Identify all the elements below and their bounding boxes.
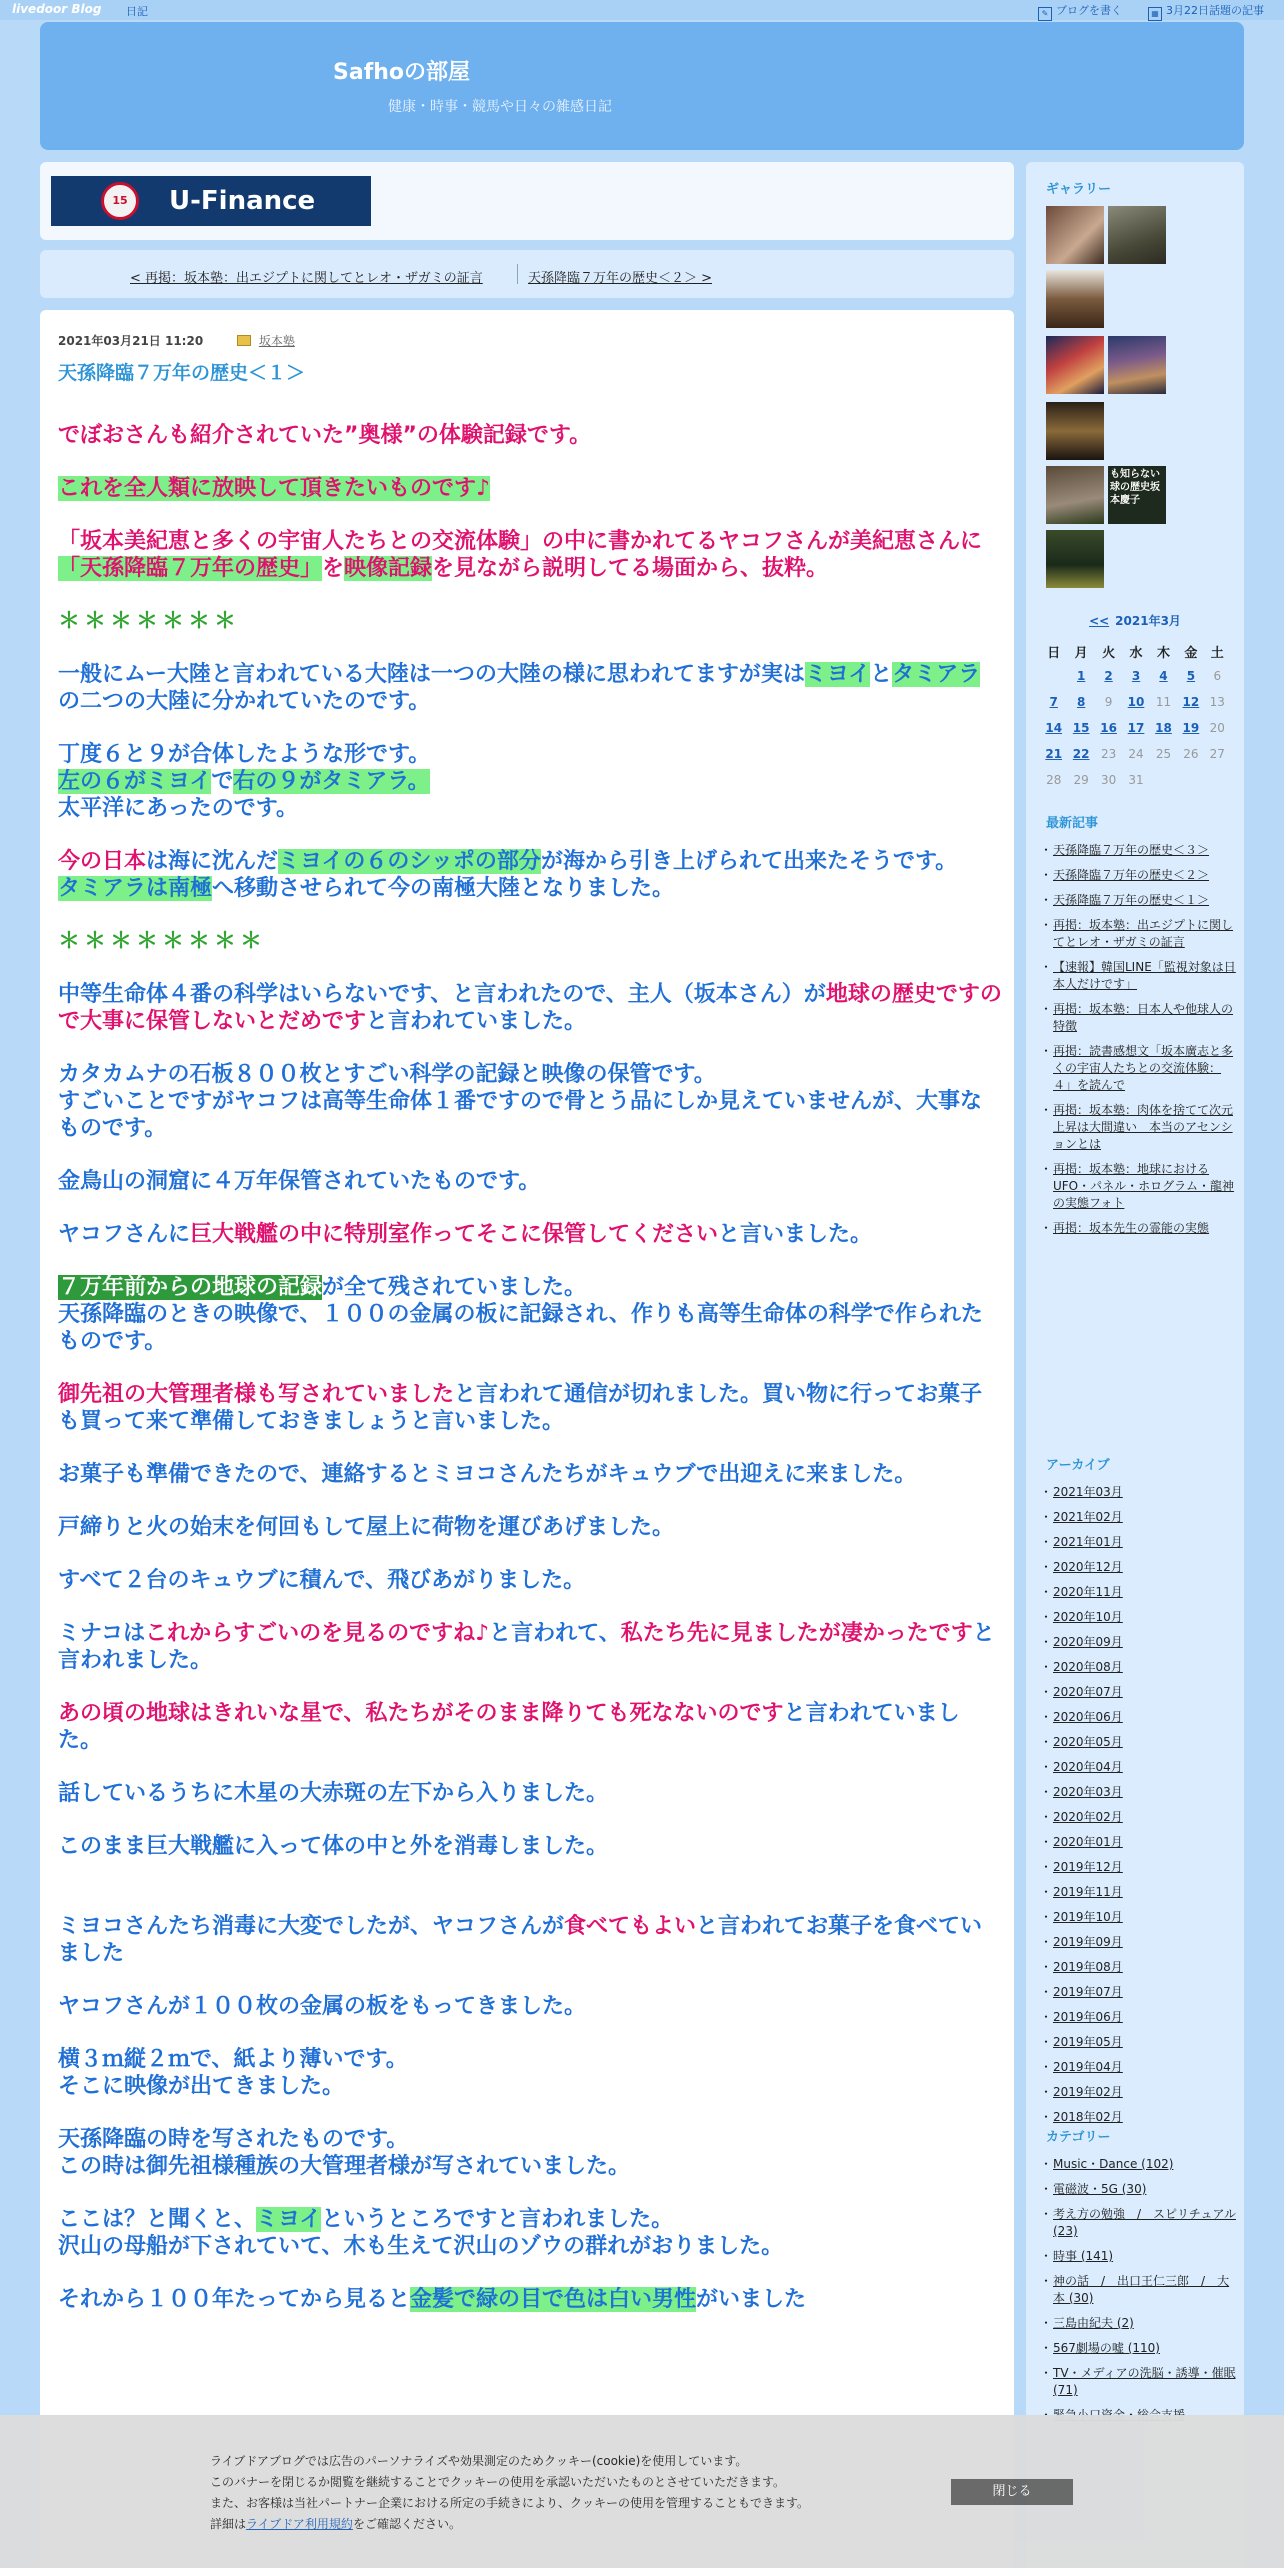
- calendar-day[interactable]: 8: [1076, 695, 1086, 709]
- calendar-day[interactable]: 22: [1072, 747, 1090, 761]
- topic-articles-link[interactable]: ▦ 3月22日話題の記事: [1148, 2, 1264, 21]
- category-link[interactable]: ・ 時事 (141): [1040, 2248, 1236, 2265]
- archive-list: [1040, 1484, 1236, 2134]
- recent-posts-list: [1040, 842, 1236, 1245]
- calendar-weekday: 日: [1047, 645, 1061, 661]
- calendar-weekday: 水: [1129, 645, 1143, 661]
- paragraph: カタカムナの石板８００枚とすごい科学の記録と映像の保管です。 すごいことですがヤコフは高等生命体１番ですので骨とう品にしか見えていませんが、大事なものです。: [58, 1062, 983, 1141]
- paragraph: ヤコフさんに巨大戦艦の中に特別室作ってそこに保管してくださいと言いました。: [58, 1222, 873, 1247]
- gallery-heading: ギャラリー: [1046, 182, 1112, 197]
- archive-link[interactable]: ・ 2020年07月: [1040, 1684, 1236, 1701]
- calendar-day[interactable]: 1: [1076, 669, 1086, 683]
- archive-heading: アーカイブ: [1046, 1458, 1110, 1473]
- archive-link[interactable]: ・ 2020年09月: [1040, 1634, 1236, 1651]
- gallery-thumbnail[interactable]: [1046, 270, 1104, 328]
- blog-title[interactable]: Safhoの部屋: [333, 60, 471, 85]
- calendar-weekday: 木: [1156, 645, 1170, 661]
- calendar-day[interactable]: 12: [1182, 695, 1200, 709]
- paragraph: それから１００年たってから見ると金髪で緑の目で色は白い男性がいました: [58, 2287, 807, 2312]
- archive-link[interactable]: ・ 2019年04月: [1040, 2059, 1236, 2076]
- calendar-day[interactable]: 16: [1100, 721, 1117, 735]
- calendar-day: 30: [1100, 773, 1117, 787]
- paragraph: でぼおさんも紹介されていた”奥様”の体験記録です。: [58, 423, 592, 448]
- archive-link[interactable]: ・ 2020年05月: [1040, 1734, 1236, 1751]
- paragraph: 天孫降臨の時を写されたものです。 この時は御先祖様種族の大管理者様が写されていました。: [58, 2127, 631, 2179]
- next-article-link[interactable]: 天孫降臨７万年の歴史＜２＞ >: [528, 271, 713, 286]
- calendar-day[interactable]: 21: [1045, 747, 1063, 761]
- gallery-thumbnail[interactable]: [1046, 530, 1104, 588]
- calendar-day: [1205, 767, 1230, 793]
- calendar-day: [1150, 767, 1177, 793]
- ad-banner-area: [40, 162, 1014, 240]
- top-bar: [0, 0, 1284, 20]
- calendar-day: 28: [1046, 773, 1062, 787]
- archive-link[interactable]: ・ 2020年10月: [1040, 1609, 1236, 1626]
- recent-post-link[interactable]: ・ 再掲：坂本先生の霊能の実態: [1040, 1220, 1236, 1237]
- calendar-day: 31: [1128, 773, 1144, 787]
- calendar: [1040, 612, 1230, 793]
- calendar-day: [1177, 767, 1204, 793]
- archive-link[interactable]: ・ 2020年02月: [1040, 1809, 1236, 1826]
- paragraph: 今の日本は海に沈んだミヨイの６のシッポの部分が海から引き上げられて出来たそうです。 タミアラは南極へ移動させられて今の南極大陸となりました。: [58, 849, 958, 901]
- archive-link[interactable]: ・ 2019年11月: [1040, 1884, 1236, 1901]
- paragraph: あの頃の地球はきれいな星で、私たちがそのまま降りても死なないのですと言われていました。: [58, 1701, 960, 1753]
- calendar-day[interactable]: 19: [1182, 721, 1200, 735]
- paragraph: ７万年前からの地球の記録が全て残されていました。 天孫降臨のときの映像で、１００の金属の板に記録され、作りも高等生命体の科学で作られたものです。: [58, 1275, 983, 1354]
- calendar-day: 13: [1209, 695, 1225, 709]
- article: [40, 310, 1014, 2568]
- paragraph: すべて２台のキュウブに積んで、飛びあがりました。: [58, 1568, 586, 1593]
- calendar-day: 23: [1100, 747, 1117, 761]
- calendar-day[interactable]: 7: [1049, 695, 1058, 709]
- paragraph: 横３ｍ縦２ｍで、紙より薄いです。 そこに映像が出てきました。: [58, 2047, 408, 2099]
- category-link[interactable]: ・ Music・Dance (102): [1040, 2156, 1236, 2173]
- calendar-grid: [1040, 639, 1230, 793]
- recent-post-link[interactable]: ・ 再掲：読書感想文「坂本廣志と多くの宇宙人たちとの交流体験：４」を読んで: [1040, 1043, 1236, 1094]
- category-link[interactable]: ・ 三島由紀夫 (2): [1040, 2315, 1236, 2332]
- write-blog-link[interactable]: ✎ ブログを書く: [1038, 2, 1122, 21]
- category-heading: カテゴリー: [1046, 2130, 1111, 2145]
- calendar-day[interactable]: 2: [1104, 669, 1113, 683]
- article-title[interactable]: 天孫降臨７万年の歴史＜１＞: [58, 362, 306, 384]
- archive-link[interactable]: ・ 2019年07月: [1040, 1984, 1236, 2001]
- archive-link[interactable]: ・ 2021年02月: [1040, 1509, 1236, 1526]
- calendar-day[interactable]: 17: [1127, 721, 1145, 735]
- recent-post-link[interactable]: ・ 天孫降臨７万年の歴史＜２＞: [1040, 867, 1236, 884]
- calendar-day: 11: [1155, 695, 1172, 709]
- paragraph: お菓子も準備できたので、連絡するとミヨコさんたちがキュウブで出迎えに来ました。: [58, 1462, 917, 1487]
- calendar-weekday: 火: [1102, 645, 1116, 661]
- calendar-day: 24: [1128, 747, 1144, 761]
- article-category-link[interactable]: 坂本塾: [258, 334, 295, 348]
- paragraph: 一般にムー大陸と言われている大陸は一つの大陸の様に思われてますが実はミヨイとタミアラの二つの大陸に分かれていたのです。: [58, 662, 981, 714]
- archive-link[interactable]: ・ 2019年10月: [1040, 1909, 1236, 1926]
- paragraph: 丁度６と９が合体したような形です。 左の６がミヨイで右の９がタミアラ。 太平洋にあったのです。: [58, 742, 431, 821]
- cookie-consent-banner: [0, 2415, 1284, 2568]
- calendar-day: 27: [1209, 747, 1225, 761]
- article-pager: [40, 250, 1014, 298]
- prev-article-link[interactable]: < 再掲：坂本塾：出エジプトに関してとレオ・ザガミの証言: [130, 271, 483, 286]
- calendar-day: 20: [1209, 721, 1225, 735]
- u-finance-banner[interactable]: [51, 176, 371, 226]
- archive-link[interactable]: ・ 2019年02月: [1040, 2084, 1236, 2101]
- category-link[interactable]: ・ 神の話 / 出口王仁三郎 / 大本 (30): [1040, 2273, 1236, 2307]
- category-link[interactable]: ・ TV・メディアの洗脳・誘導・催眠 (71): [1040, 2365, 1236, 2399]
- paragraph: これを全人類に放映して頂きたいものです♪: [58, 476, 491, 501]
- calendar-prev-link[interactable]: <<: [1089, 614, 1110, 628]
- calendar-day[interactable]: 5: [1186, 669, 1196, 683]
- archive-link[interactable]: ・ 2019年09月: [1040, 1934, 1236, 1951]
- banner-name: U-Finance: [169, 186, 316, 216]
- paragraph: このまま巨大戦艦に入って体の中と外を消毒しました。: [58, 1834, 609, 1859]
- anniversary-badge: 15: [101, 182, 139, 220]
- folder-icon: [237, 335, 251, 346]
- archive-link[interactable]: ・ 2020年06月: [1040, 1709, 1236, 1726]
- recent-post-link[interactable]: ・ 天孫降臨７万年の歴史＜１＞: [1040, 892, 1236, 909]
- calendar-icon: ▦: [1148, 7, 1162, 21]
- gallery-thumbnail[interactable]: [1046, 466, 1104, 524]
- calendar-day: [1040, 663, 1067, 689]
- divider-stars: ＊＊＊＊＊＊＊＊: [58, 929, 267, 954]
- archive-link[interactable]: ・ 2020年01月: [1040, 1834, 1236, 1851]
- paragraph: ここは？と聞くと、ミヨイというところですと言われました。 沢山の母船が下されていて、木も生えて沢山のゾウの群れがおりました。: [58, 2207, 784, 2259]
- paragraph: 中等生命体４番の科学はいらないです、と言われたので、主人（坂本さん）が地球の歴史ですので大事に保管しないとだめですと言われていました。: [58, 982, 1002, 1034]
- paragraph: ヤコフさんが１００枚の金属の板をもってきました。: [58, 1994, 587, 2019]
- livedoor-blog-logo[interactable]: livedoor Blog: [12, 2, 102, 16]
- pager-divider: [517, 264, 518, 284]
- paragraph: ミヨコさんたち消毒に大変でしたが、ヤコフさんが食べてもよいと言われてお菓子を食べていました: [58, 1914, 983, 1966]
- paragraph: 話しているうちに木星の大赤斑の左下から入りました。: [58, 1781, 609, 1806]
- calendar-day[interactable]: 14: [1045, 721, 1063, 735]
- diary-link[interactable]: 日記: [126, 5, 148, 18]
- category-link[interactable]: ・ 電磁波・5G (30): [1040, 2181, 1236, 2198]
- blog-subtitle: 健康・時事・競馬や日々の雑感日記: [388, 99, 612, 115]
- category-link[interactable]: ・ 考え方の勉強 / スピリチュアル (23): [1040, 2206, 1236, 2240]
- calendar-day[interactable]: 10: [1127, 695, 1145, 709]
- cookie-text: ライブドアブログでは広告のパーソナライズや効果測定のためクッキー(cookie)を使用しています。 このバナーを閉じるか閲覧を継続することでクッキーの使用を承認いただいたものとさせていただきます。 また、お客様は当社パートナー企業における所定の手続きにより、クッキーの使用を管理することもできます。 詳細はライブドア利用規約をご確認ください。: [210, 2454, 810, 2531]
- recent-post-link[interactable]: ・ 【速報】韓国LINE「監視対象は日本人だけです」: [1040, 959, 1236, 993]
- gallery-thumbnail[interactable]: も知らない球の歴史坂本慶子: [1108, 466, 1166, 524]
- close-button[interactable]: 閉じる: [951, 2479, 1073, 2505]
- gallery-thumbnail[interactable]: [1046, 206, 1104, 264]
- archive-link[interactable]: ・ 2018年02月: [1040, 2109, 1236, 2126]
- category-list: [1040, 2156, 1236, 2432]
- archive-link[interactable]: ・ 2021年03月: [1040, 1484, 1236, 1501]
- article-body: [58, 422, 1002, 2339]
- blog-header: [40, 22, 1244, 150]
- calendar-day[interactable]: 15: [1072, 721, 1090, 735]
- recent-post-link[interactable]: ・ 天孫降臨７万年の歴史＜３＞: [1040, 842, 1236, 859]
- divider-stars: ＊＊＊＊＊＊＊: [58, 609, 241, 634]
- calendar-weekday: 金: [1184, 645, 1198, 661]
- archive-link[interactable]: ・ 2019年08月: [1040, 1959, 1236, 1976]
- pencil-icon: ✎: [1038, 7, 1052, 21]
- calendar-weekday: 土: [1210, 645, 1224, 661]
- article-meta: [58, 332, 295, 349]
- calendar-day[interactable]: 3: [1131, 669, 1141, 683]
- calendar-day[interactable]: 4: [1159, 669, 1168, 683]
- category-link[interactable]: ・ 567劇場の嘘 (110): [1040, 2340, 1236, 2357]
- paragraph: ミナコはこれからすごいのを見るのですね♪と言われて、私たち先に見ましたが凄かったですと言われました。: [58, 1621, 995, 1673]
- recent-post-link[interactable]: ・ 再掲：坂本塾：出エジプトに関してとレオ・ザガミの証言: [1040, 917, 1236, 951]
- archive-link[interactable]: ・ 2020年11月: [1040, 1584, 1236, 1601]
- calendar-day: 6: [1213, 669, 1222, 683]
- gallery-thumbnail[interactable]: [1108, 206, 1166, 264]
- paragraph: 御先祖の大管理者様も写されていましたと言われて通信が切れました。買い物に行ってお菓子も買って来て準備しておきましょうと言いました。: [58, 1382, 983, 1434]
- calendar-day: 29: [1073, 773, 1089, 787]
- gallery-thumbnail[interactable]: [1046, 336, 1104, 394]
- archive-link[interactable]: ・ 2020年12月: [1040, 1559, 1236, 1576]
- archive-link[interactable]: ・ 2020年08月: [1040, 1659, 1236, 1676]
- calendar-day: 25: [1155, 747, 1172, 761]
- paragraph: 「坂本美紀恵と多くの宇宙人たちとの交流体験」の中に書かれてるヤコフさんが美紀恵さんに「天孫降臨７万年の歴史」を映像記録を見ながら説明してる場面から、抜粋。: [58, 529, 983, 581]
- calendar-weekday: 月: [1074, 645, 1088, 661]
- recent-post-link[interactable]: ・ 再掲：坂本塾：肉体を捨てて次元上昇は大間違い 本当のアセンションとは: [1040, 1102, 1236, 1153]
- sidebar: [1026, 162, 1244, 2568]
- archive-link[interactable]: ・ 2020年04月: [1040, 1759, 1236, 1776]
- calendar-day: 26: [1183, 747, 1199, 761]
- terms-link[interactable]: ライブドア利用規約: [246, 2517, 353, 2531]
- recent-posts-heading: 最新記事: [1046, 816, 1099, 831]
- archive-link[interactable]: ・ 2019年05月: [1040, 2034, 1236, 2051]
- gallery-thumbnail[interactable]: [1108, 336, 1166, 394]
- article-date: 2021年03月21日 11:20: [58, 334, 204, 348]
- paragraph: 戸締りと火の始末を何回もして屋上に荷物を運びあげました。: [58, 1515, 675, 1540]
- archive-link[interactable]: ・ 2019年12月: [1040, 1859, 1236, 1876]
- archive-link[interactable]: ・ 2020年03月: [1040, 1784, 1236, 1801]
- recent-post-link[interactable]: ・ 再掲：坂本塾：地球におけるUFO・パネル・ホログラム・龍神の実態フォト: [1040, 1161, 1236, 1212]
- recent-post-link[interactable]: ・ 再掲：坂本塾：日本人や他球人の特徴: [1040, 1001, 1236, 1035]
- paragraph: 金鳥山の洞窟に４万年保管されていたものです。: [58, 1169, 541, 1194]
- gallery-thumbnail[interactable]: [1046, 402, 1104, 460]
- calendar-day: 9: [1104, 695, 1113, 709]
- archive-link[interactable]: ・ 2019年06月: [1040, 2009, 1236, 2026]
- calendar-day[interactable]: 18: [1155, 721, 1172, 735]
- calendar-title: << 2021年3月: [1089, 614, 1181, 628]
- archive-link[interactable]: ・ 2021年01月: [1040, 1534, 1236, 1551]
